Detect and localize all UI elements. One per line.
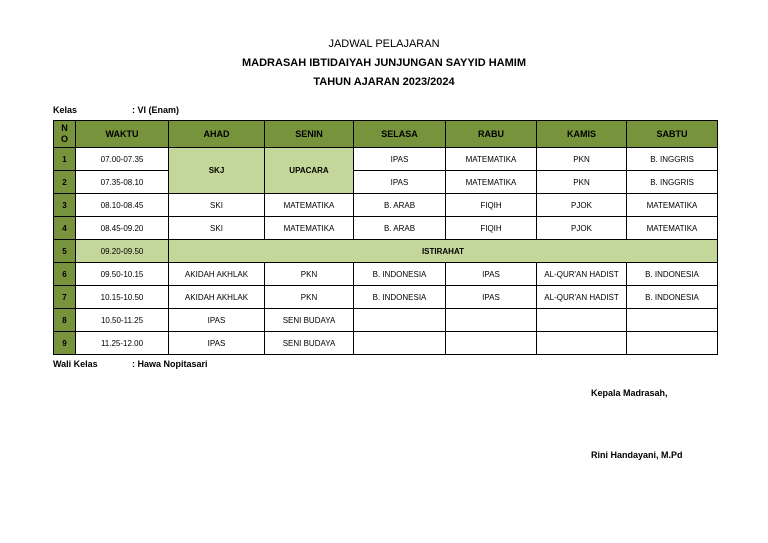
- senin-cell: PKN: [265, 263, 354, 286]
- table-row: [54, 309, 718, 332]
- kamis-cell: PKN: [537, 148, 627, 171]
- break-cell: ISTIRAHAT: [169, 240, 718, 263]
- ahad-cell: AKIDAH AKHLAK: [169, 286, 265, 309]
- kelas-value: : VI (Enam): [132, 105, 180, 115]
- table-row: [54, 171, 718, 194]
- rabu-cell: FIQIH: [446, 194, 537, 217]
- row-number: 4: [54, 217, 76, 240]
- time-cell: 09.50-10.15: [76, 263, 169, 286]
- kamis-cell: PJOK: [537, 194, 627, 217]
- table-row: [54, 263, 718, 286]
- page-title: JADWAL PELAJARAN: [328, 38, 440, 50]
- time-cell: 11.25-12.00: [76, 332, 169, 355]
- kamis-cell: [537, 332, 627, 355]
- senin-cell: SENI BUDAYA: [265, 309, 354, 332]
- selasa-cell: IPAS: [354, 148, 446, 171]
- signature-role: Kepala Madrasah,: [591, 388, 668, 398]
- column-header-selasa: SELASA: [354, 121, 446, 148]
- kelas-label: Kelas: [53, 105, 78, 115]
- sabtu-cell: B. INGGRIS: [627, 171, 718, 194]
- sabtu-cell: B. INDONESIA: [627, 263, 718, 286]
- selasa-cell: B. ARAB: [354, 194, 446, 217]
- sabtu-cell: MATEMATIKA: [627, 194, 718, 217]
- table-row: [54, 148, 718, 171]
- wali-kelas-value: : Hawa Nopitasari: [132, 359, 208, 369]
- column-header-sabtu: SABTU: [627, 121, 718, 148]
- break-row: [54, 240, 718, 263]
- rabu-cell: MATEMATIKA: [446, 171, 537, 194]
- time-cell: 09.20-09.50: [76, 240, 169, 263]
- ahad-cell: SKI: [169, 217, 265, 240]
- table-header-row: [54, 121, 718, 148]
- sabtu-cell: MATEMATIKA: [627, 217, 718, 240]
- column-header-ahad: AHAD: [169, 121, 265, 148]
- column-header-kamis: KAMIS: [537, 121, 627, 148]
- rabu-cell: IPAS: [446, 263, 537, 286]
- kamis-cell: AL-QUR'AN HADIST: [537, 263, 627, 286]
- time-cell: 07.35-08.10: [76, 171, 169, 194]
- selasa-cell: B. INDONESIA: [354, 286, 446, 309]
- schedule-table: [53, 120, 718, 355]
- row-number: 8: [54, 309, 76, 332]
- row-number: 7: [54, 286, 76, 309]
- senin-cell: MATEMATIKA: [265, 194, 354, 217]
- sabtu-cell: [627, 332, 718, 355]
- time-cell: 10.50-11.25: [76, 309, 169, 332]
- sabtu-cell: B. INGGRIS: [627, 148, 718, 171]
- rabu-cell: [446, 309, 537, 332]
- document-header: [0, 35, 768, 92]
- kamis-cell: PJOK: [537, 217, 627, 240]
- school-name: MADRASAH IBTIDAIYAH JUNJUNGAN SAYYID HAMIM: [242, 57, 526, 69]
- table-row: [54, 194, 718, 217]
- table-row: [54, 217, 718, 240]
- time-cell: 10.15-10.50: [76, 286, 169, 309]
- rabu-cell: [446, 332, 537, 355]
- row-number: 3: [54, 194, 76, 217]
- rabu-cell: FIQIH: [446, 217, 537, 240]
- column-header-senin: SENIN: [265, 121, 354, 148]
- kamis-cell: AL-QUR'AN HADIST: [537, 286, 627, 309]
- row-number: 2: [54, 171, 76, 194]
- selasa-cell: B. ARAB: [354, 217, 446, 240]
- selasa-cell: IPAS: [354, 171, 446, 194]
- column-header-rabu: RABU: [446, 121, 537, 148]
- sabtu-cell: B. INDONESIA: [627, 286, 718, 309]
- selasa-cell: B. INDONESIA: [354, 263, 446, 286]
- ahad-merged-cell: SKJ: [169, 148, 265, 194]
- rabu-cell: MATEMATIKA: [446, 148, 537, 171]
- selasa-cell: [354, 332, 446, 355]
- time-cell: 08.10-08.45: [76, 194, 169, 217]
- ahad-cell: SKI: [169, 194, 265, 217]
- ahad-cell: AKIDAH AKHLAK: [169, 263, 265, 286]
- time-cell: 07.00-07.35: [76, 148, 169, 171]
- column-header-no: N O: [54, 121, 76, 148]
- wali-kelas-label: Wali Kelas: [53, 359, 98, 369]
- ahad-cell: IPAS: [169, 332, 265, 355]
- academic-year: TAHUN AJARAN 2023/2024: [313, 76, 455, 88]
- sabtu-cell: [627, 309, 718, 332]
- row-number: 5: [54, 240, 76, 263]
- column-header-waktu: WAKTU: [76, 121, 169, 148]
- selasa-cell: [354, 309, 446, 332]
- row-number: 6: [54, 263, 76, 286]
- table-row: [54, 332, 718, 355]
- rabu-cell: IPAS: [446, 286, 537, 309]
- senin-cell: MATEMATIKA: [265, 217, 354, 240]
- table-row: [54, 286, 718, 309]
- row-number: 1: [54, 148, 76, 171]
- kamis-cell: PKN: [537, 171, 627, 194]
- row-number: 9: [54, 332, 76, 355]
- kamis-cell: [537, 309, 627, 332]
- senin-cell: SENI BUDAYA: [265, 332, 354, 355]
- ahad-cell: IPAS: [169, 309, 265, 332]
- senin-cell: PKN: [265, 286, 354, 309]
- senin-merged-cell: UPACARA: [265, 148, 354, 194]
- signature-name: Rini Handayani, M.Pd: [591, 450, 683, 460]
- time-cell: 08.45-09.20: [76, 217, 169, 240]
